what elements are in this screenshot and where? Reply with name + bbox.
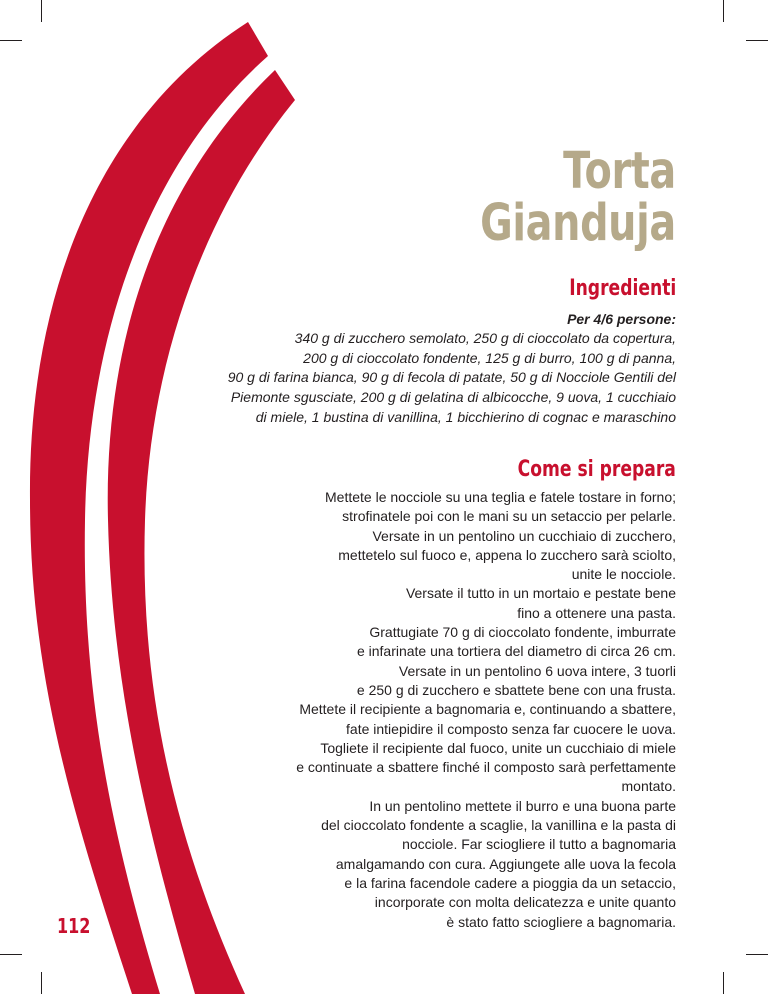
method-line: del cioccolato fondente a scaglie, la vanillina e la pasta di [321,817,676,834]
ingredients-line: 340 g di zucchero semolato, 250 g di cioccolato da copertura, [294,330,676,346]
ingredients-heading: Ingredienti [568,276,676,301]
page-number: 112 [57,914,91,938]
method-text [116,488,676,932]
method-line: fate intiepidire il composto senza far cuocere le uova. [346,720,676,737]
method-heading: Come si prepara [517,457,676,482]
method-line: Versate in un pentolino un cucchiaio di zucchero, [372,527,676,544]
method-line: unite le nocciole. [571,566,676,583]
method-line: strofinatele poi con le mani su un setaccio per pelarle. [342,508,676,525]
method-line: fino a ottenere una pasta. [517,604,676,621]
recipe-title [480,142,676,253]
method-line: amalgamando con cura. Aggiungete alle uova la fecola [335,855,676,872]
method-line: Versate il tutto in un mortaio e pestate bene [405,585,676,602]
method-line: Grattugiate 70 g di cioccolato fondente, imburrate [369,624,676,641]
method-line: montato. [621,778,676,795]
method-line: Mettete il recipiente a bagnomaria e, continuando a sbattere, [299,701,676,718]
method-line: In un pentolino mettete il burro e una buona parte [369,797,676,814]
ingredients-line: 90 g di farina bianca, 90 g di fecola di patate, 50 g di Nocciole Gentili del [227,369,676,386]
method-line: mettetelo sul fuoco e, appena lo zucchero sarà sciolto, [338,546,676,563]
method-line: Togliete il recipiente dal fuoco, unite un cucchiaio di miele [320,739,676,756]
method-line: è stato fatto sciogliere a bagnomaria. [446,913,676,930]
method-line: e 250 g di zucchero e sbattete bene con una frusta. [356,681,676,698]
method-line: e infarinate una tortiera del diametro di circa 26 cm. [356,643,676,660]
title-line: Gianduja [480,194,676,253]
method-line: incorporate con molta delicatezza e unite quanto [374,894,676,911]
method-line: e la farina facendole cadere a pioggia da un setaccio, [344,874,676,891]
method-line: Mettete le nocciole su una teglia e fatele tostare in forno; [325,489,676,505]
method-line: Versate in un pentolino 6 uova intere, 3 tuorli [398,662,676,679]
ingredients-line: di miele, 1 bustina di vanillina, 1 bicchierino di cognac e maraschino [255,408,676,425]
ingredients-line: Piemonte sgusciate, 200 g di gelatina di albicocche, 9 uova, 1 cucchiaio [230,389,676,406]
servings-label: Per 4/6 persone: [567,311,676,327]
method-line: nocciole. Far sciogliere il tutto a bagnomaria [402,836,676,853]
method-line: e continuate a sbattere finché il composto sarà perfettamente [296,759,676,776]
ingredients-list [36,329,676,428]
title-line: Torta [563,142,676,201]
ingredients-line: 200 g di cioccolato fondente, 125 g di burro, 100 g di panna, [303,349,676,366]
